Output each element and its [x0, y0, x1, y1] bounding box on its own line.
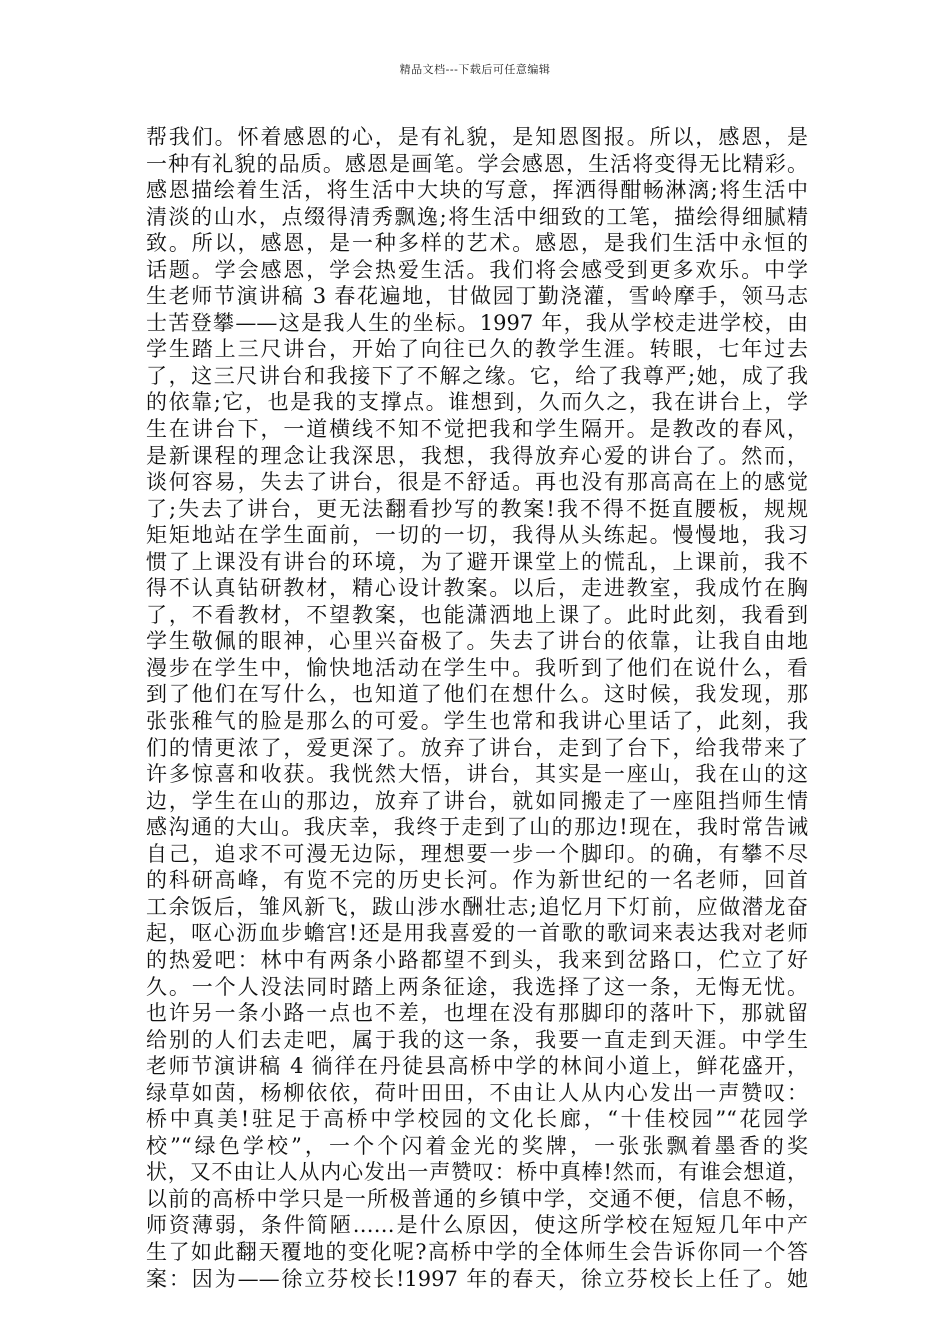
body-line: 帮我们。怀着感恩的心，是有礼貌，是知恩图报。所以，感恩，是: [146, 125, 808, 149]
body-line: 感沟通的大山。我庆幸，我终于走到了山的那边!现在，我时常告诫: [146, 815, 808, 840]
body-line: 话题。学会感恩，学会热爱生活。我们将会感受到更多欢乐。中学: [146, 257, 808, 282]
body-line: 许多惊喜和收获。我恍然大悟，讲台，其实是一座山，我在山的这: [146, 762, 808, 787]
body-line: 状，又不由让人从内心发出一声赞叹：桥中真棒!然而，有谁会想道，: [146, 1160, 808, 1185]
body-line: 自己，追求不可漫无边际，理想要一步一个脚印。的确，有攀不尽: [146, 841, 808, 866]
body-line: 的依靠;它，也是我的支撑点。谁想到，久而久之，我在讲台上，学: [146, 390, 808, 415]
body-line: 学生踏上三尺讲台，开始了向往已久的教学生涯。转眼，七年过去: [146, 337, 808, 362]
body-line: 案：因为——徐立芬校长!1997 年的春天，徐立芬校长上任了。她: [146, 1266, 808, 1291]
body-line: 了，不看教材，不望教案，也能潇洒地上课了。此时此刻，我看到: [146, 602, 808, 627]
document-body: [146, 124, 808, 1292]
body-line: 了;失去了讲台，更无法翻看抄写的教案!我不得不挺直腰板，规规: [146, 496, 808, 521]
body-line: 得不认真钻研教材，精心设计教案。以后，走进教室，我成竹在胸: [146, 576, 808, 601]
body-line: 们的情更浓了，爱更深了。放弃了讲台，走到了台下，给我带来了: [146, 735, 808, 760]
body-line: 的热爱吧：林中有两条小路都望不到头，我来到岔路口，伫立了好: [146, 947, 808, 972]
page-header: 精品文档---下载后可任意编辑: [399, 63, 551, 76]
body-line: 一种有礼貌的品质。感恩是画笔。学会感恩，生活将变得无比精彩。: [146, 151, 808, 176]
body-line: 起，呕心沥血步蟾宫!还是用我喜爱的一首歌的歌词来表达我对老师: [146, 921, 808, 946]
body-line: 张张稚气的脸是那么的可爱。学生也常和我讲心里话了，此刻，我: [146, 709, 808, 734]
body-line: 工余饭后，雏风新飞，跋山涉水酬壮志;追忆月下灯前，应做潜龙奋: [146, 894, 808, 919]
body-line: 也许另一条小路一点也不差，也埋在没有那脚印的落叶下，那就留: [146, 1001, 808, 1026]
body-line: 以前的高桥中学只是一所极普通的乡镇中学，交通不便，信息不畅，: [146, 1186, 808, 1211]
body-line: 士苦登攀——这是我人生的坐标。1997 年，我从学校走进学校，由: [146, 310, 808, 335]
body-line: 生老师节演讲稿 3 春花遍地，甘做园丁勤浇灌，雪岭摩手，领马志: [146, 284, 808, 309]
body-line: 给别的人们去走吧，属于我的这一条，我要一直走到天涯。中学生: [146, 1027, 808, 1052]
body-line: 老师节演讲稿 4 徜徉在丹徒县高桥中学的林间小道上，鲜花盛开，: [146, 1054, 808, 1079]
body-line: 边，学生在山的那边，放弃了讲台，就如同搬走了一座阻挡师生情: [146, 788, 808, 813]
body-line: 久。一个人没法同时踏上两条征途，我选择了这一条，无悔无忧。: [146, 974, 808, 999]
body-line: 绿草如茵，杨柳依依，荷叶田田，不由让人从内心发出一声赞叹：: [146, 1080, 808, 1105]
body-line: 桥中真美!驻足于高桥中学校园的文化长廊，“十佳校园”“花园学: [146, 1107, 808, 1132]
body-line: 清淡的山水，点缀得清秀飘逸;将生活中细致的工笔，描绘得细腻精: [146, 204, 808, 229]
body-line: 感恩描绘着生活，将生活中大块的写意，挥洒得酣畅淋漓;将生活中: [146, 178, 808, 203]
body-line: 校”“绿色学校”，一个个闪着金光的奖牌，一张张飘着墨香的奖: [146, 1133, 808, 1158]
body-line: 谈何容易，失去了讲台，很是不舒适。再也没有那高高在上的感觉: [146, 470, 808, 495]
body-line: 的科研高峰，有览不完的历史长河。作为新世纪的一名老师，回首: [146, 868, 808, 893]
body-line: 师资薄弱，条件简陋……是什么原因，使这所学校在短短几年中产: [146, 1213, 808, 1238]
body-line: 生在讲台下，一道横线不知不觉把我和学生隔开。是教改的春风，: [146, 417, 808, 442]
body-line: 漫步在学生中，愉快地活动在学生中。我听到了他们在说什么，看: [146, 655, 808, 680]
body-line: 是新课程的理念让我深思，我想，我得放弃心爱的讲台了。然而，: [146, 443, 808, 468]
body-line: 到了他们在写什么，也知道了他们在想什么。这时候，我发现，那: [146, 682, 808, 707]
body-line: 生了如此翻天覆地的变化呢?高桥中学的全体师生会告诉你同一个答: [146, 1239, 808, 1264]
body-line: 惯了上课没有讲台的环境，为了避开课堂上的慌乱，上课前，我不: [146, 549, 808, 574]
body-line: 致。所以，感恩，是一种多样的艺术。感恩，是我们生活中永恒的: [146, 231, 808, 256]
body-line: 了，这三尺讲台和我接下了不解之缘。它，给了我尊严;她，成了我: [146, 363, 808, 388]
body-line: 学生敬佩的眼神，心里兴奋极了。失去了讲台的依靠，让我自由地: [146, 629, 808, 654]
body-line: 矩矩地站在学生面前，一切的一切，我得从头练起。慢慢地，我习: [146, 523, 808, 548]
